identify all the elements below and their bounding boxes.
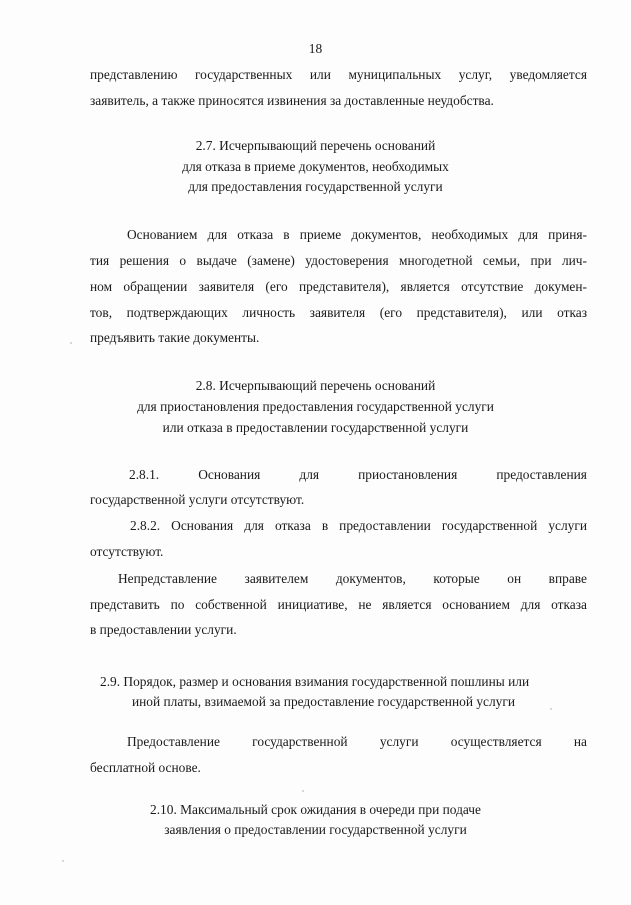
section-2-7-paragraph-line-2: тия решения о выдаче (замене) удостоверения многодетной семьи, при лич-	[90, 253, 587, 268]
section-2-9-word-2: государственной	[252, 734, 348, 749]
item-2-8-1-word-4: предоставления	[496, 467, 587, 482]
section-2-7-heading-line-3: для предоставления государственной услуги	[188, 179, 443, 194]
item-2-8-1-word-2: для	[299, 467, 320, 482]
item-2-8-2-line-2: отсутствуют.	[90, 544, 164, 559]
section-2-9-paragraph-line-1	[127, 734, 587, 750]
intro-line-2: заявитель, а также приносятся извинения за доставленные неудобства.	[90, 93, 494, 108]
page-number: 18	[308, 41, 323, 56]
item-2-8-1-line-1	[129, 467, 587, 483]
item-2-8-1-line-2: государственной услуги отсутствуют.	[90, 492, 305, 507]
scan-speck	[302, 790, 304, 792]
section-2-9-word-1: Предоставление	[127, 734, 220, 749]
note-line-1: Непредставление заявителем документов, которые он вправе	[118, 571, 587, 586]
section-2-7-paragraph-line-4: тов, подтверждающих личность заявителя (его представителя), или отказ	[90, 305, 587, 320]
section-2-9-word-5: на	[573, 734, 587, 749]
section-2-7-paragraph-line-3: ном обращении заявителя (его представителя), является отсутствие докумен-	[90, 279, 587, 294]
section-2-8-heading-line-2: для приостановления предоставления государственной услуги	[137, 399, 494, 414]
section-2-7-heading-line-2: для отказа в приеме документов, необходимых	[182, 159, 449, 174]
section-2-9-heading-line-2: иной платы, взимаемой за предоставление государственной услуги	[131, 694, 516, 709]
item-2-8-1-number: 2.8.1.	[129, 467, 160, 482]
scan-speck	[550, 708, 552, 710]
section-2-7-heading-line-1: 2.7. Исчерпывающий перечень оснований	[195, 138, 436, 153]
section-2-8-heading-line-3: или отказа в предоставлении государственной услуги	[162, 420, 469, 435]
section-2-10-heading-line-1: 2.10. Максимальный срок ожидания в очереди при подаче	[150, 802, 481, 817]
section-2-9-heading-line-1: 2.9. Порядок, размер и основания взимания государственной пошлины или	[100, 674, 530, 689]
scan-speck	[62, 860, 64, 862]
item-2-8-1-word-3: приостановления	[358, 467, 458, 482]
section-2-9-word-3: услуги	[379, 734, 419, 749]
section-2-9-paragraph-line-2: бесплатной основе.	[90, 760, 201, 775]
item-2-8-2-line-1: 2.8.2. Основания для отказа в предоставлении государственной услуги	[130, 518, 587, 533]
section-2-7-paragraph-line-5: предъявить такие документы.	[90, 330, 260, 345]
section-2-8-heading-line-1: 2.8. Исчерпывающий перечень оснований	[195, 378, 436, 393]
note-line-2: представить по собственной инициативе, не является основанием для отказа	[90, 597, 587, 612]
scan-speck	[70, 342, 72, 344]
section-2-10-heading-line-2: заявления о предоставлении государственной услуги	[164, 822, 467, 837]
item-2-8-1-word-1: Основания	[198, 467, 261, 482]
intro-line-1: представлению государственных или муниципальных услуг, уведомляется	[90, 67, 587, 82]
note-line-3: в предоставлении услуги.	[90, 622, 237, 637]
section-2-7-paragraph-line-1: Основанием для отказа в приеме документов, необходимых для приня-	[127, 227, 587, 242]
section-2-9-word-4: осуществляется	[450, 734, 542, 749]
